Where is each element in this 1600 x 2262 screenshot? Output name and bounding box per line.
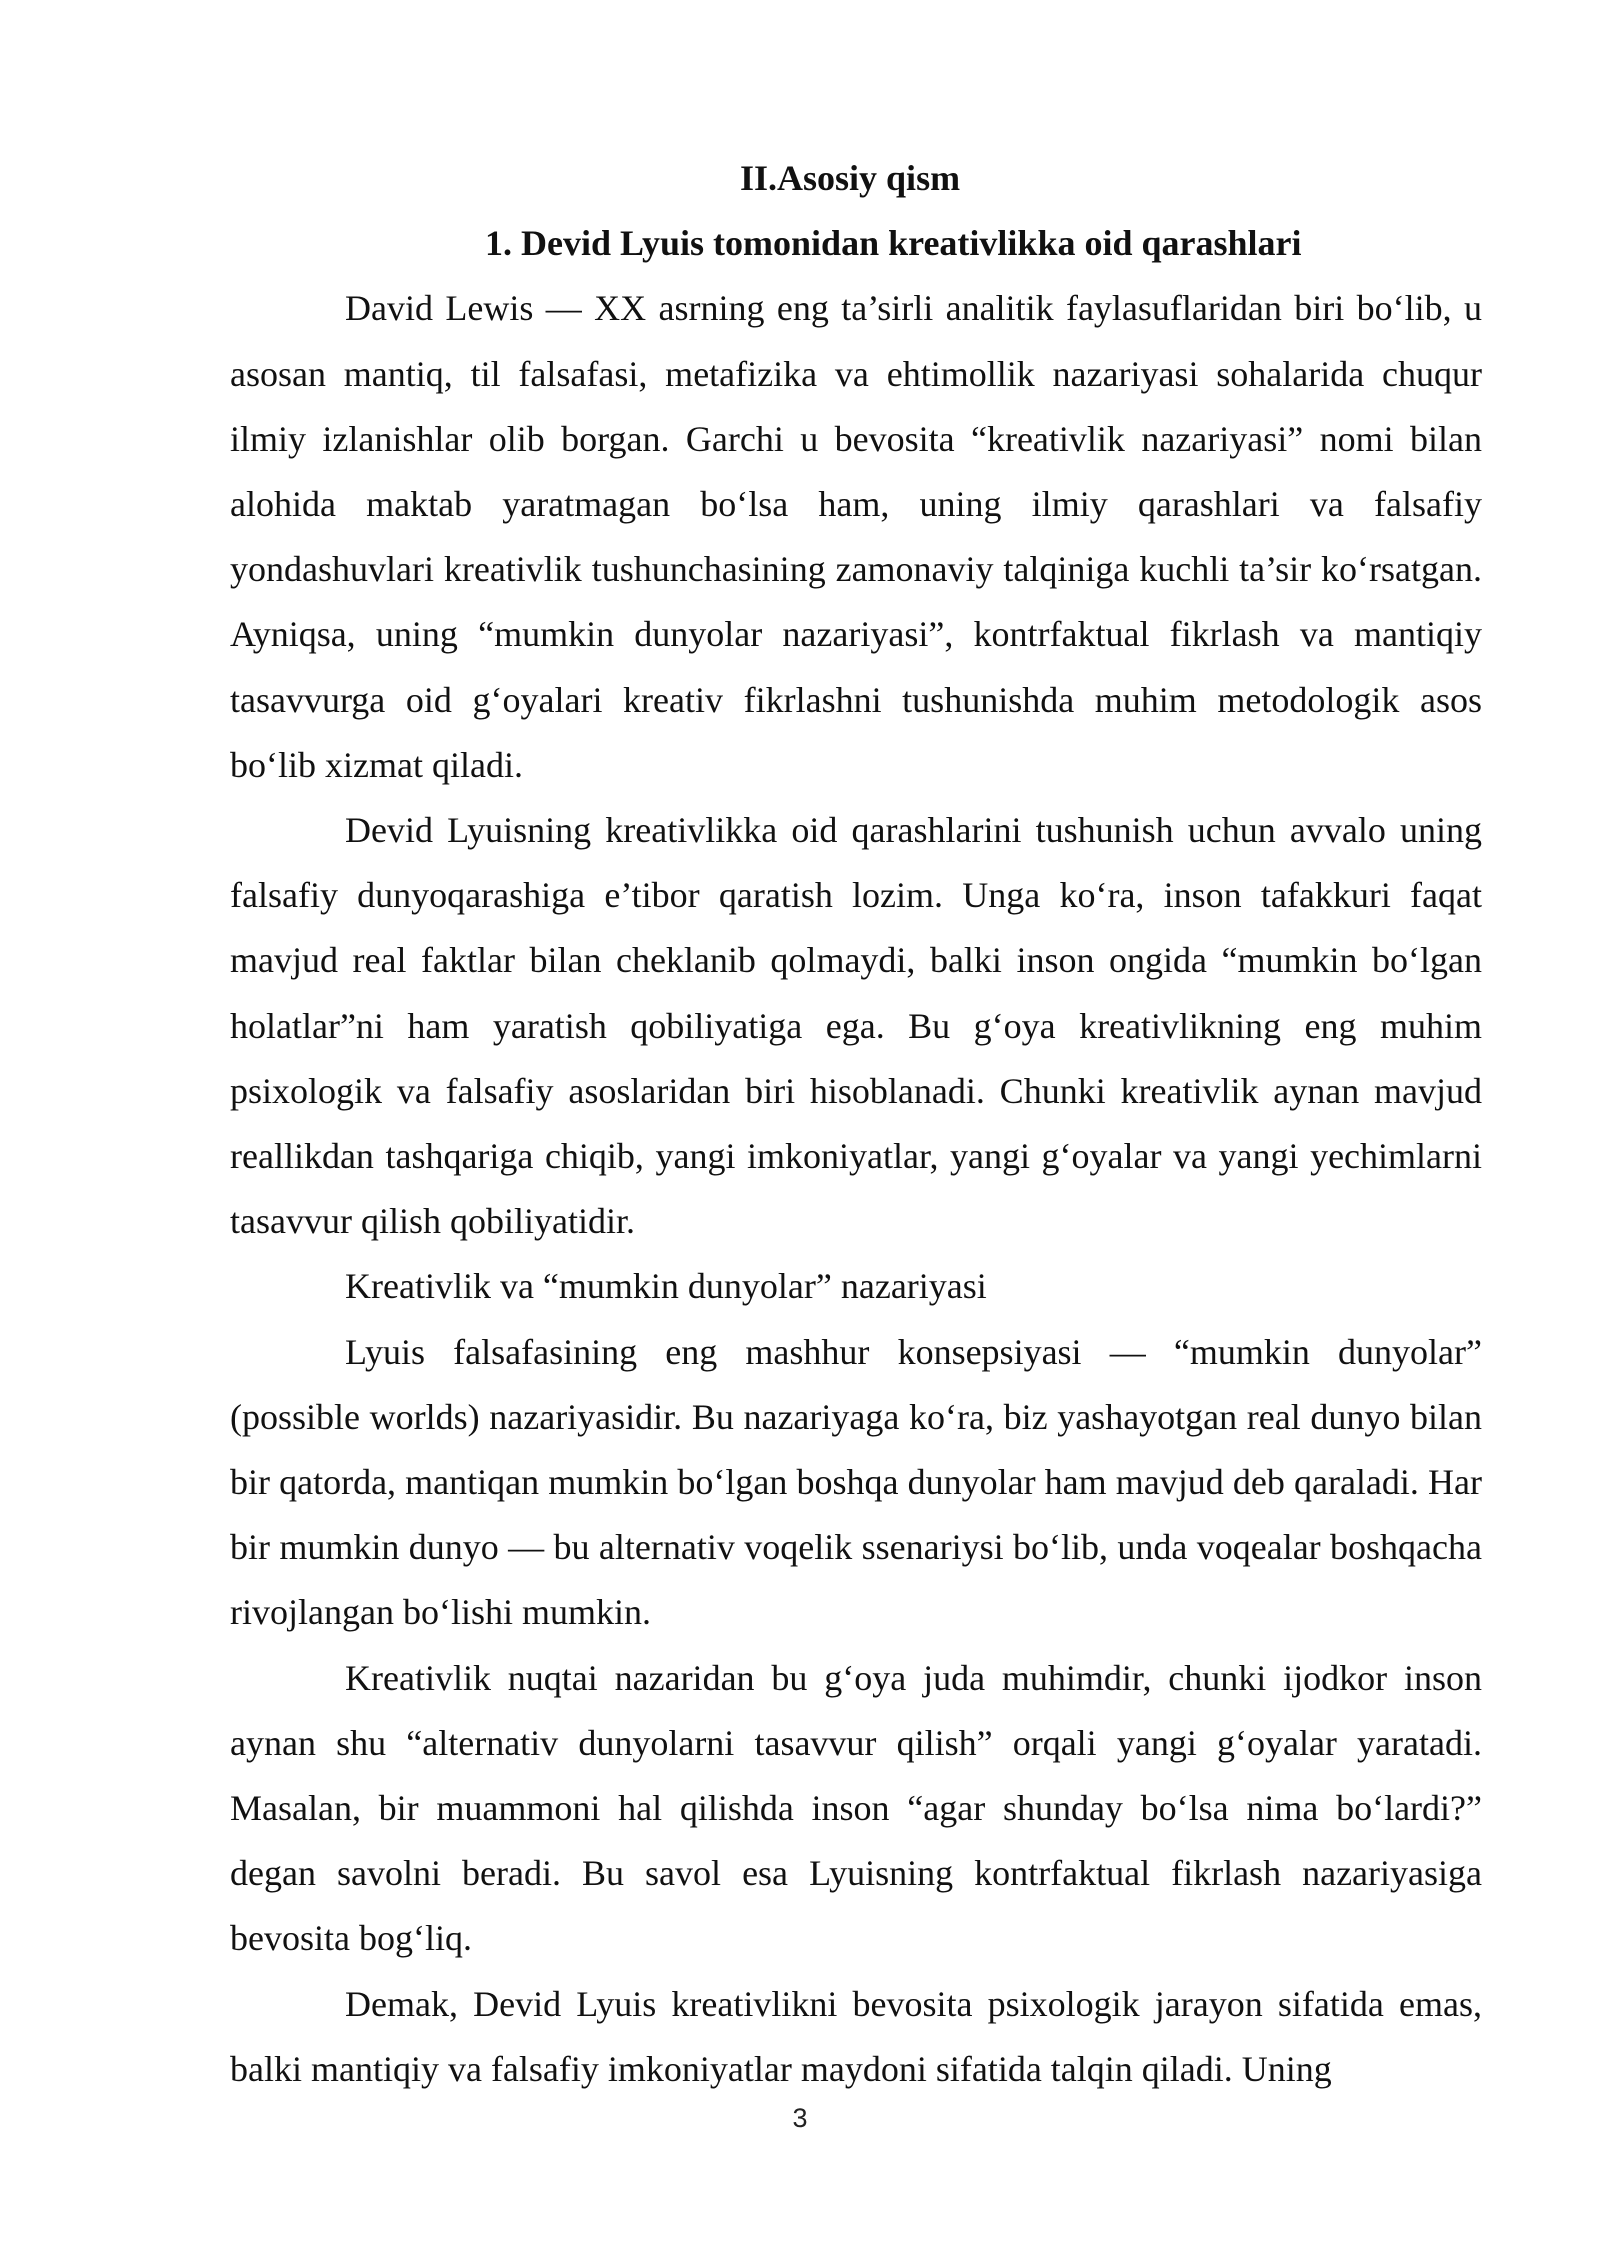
page-number: 3 (792, 2103, 808, 2133)
paragraph-2: Devid Lyuisning kreativlikka oid qarashlarini tushunish uchun avvalo uning falsafiy dunyoqarashiga e’tibor qaratish lozim. Unga ko‘ra, inson tafakkuri faqat mavjud real faktlar bilan cheklanib qolmaydi, balki inson ongida “mumkin bo‘lgan holatlar”ni ham yaratish qobiliyatiga ega. Bu g‘oya kreativlikning eng muhim psixologik va falsafiy asoslaridan biri hisoblanadi. Chunki kreativlik aynan mavjud reallikdan tashqariga chiqib, yangi imkoniyatlar, yangi g‘oyalar va yangi yechimlarni tasavvur qilish qobiliyatidir. (230, 810, 1482, 1242)
section-title: II.Asosiy qism (740, 158, 961, 198)
paragraph-subheading: Kreativlik va “mumkin dunyolar” nazariyasi (345, 1266, 987, 1307)
page-content (230, 146, 1482, 2102)
subsection-title: 1. Devid Lyuis tomonidan kreativlikka oid qarashlari (485, 223, 1302, 264)
paragraph-5: Demak, Devid Lyuis kreativlikni bevosita psixologik jarayon sifatida emas, balki mantiqiy va falsafiy imkoniyatlar maydoni sifatida talqin qiladi. Uning (230, 1983, 1482, 2089)
paragraph-1: David Lewis — XX asrning eng ta’sirli analitik faylasuflaridan biri bo‘lib, u asosan mantiq, til falsafasi, metafizika va ehtimollik nazariyasi sohalarida chuqur ilmiy izlanishlar olib borgan. Garchi u bevosita “kreativlik nazariyasi” nomi bilan alohida maktab yaratmagan bo‘lsa ham, uning ilmiy qarashlari va falsafiy yondashuvlari kreativlik tushunchasining zamonaviy talqiniga kuchli ta’sir ko‘rsatgan. Ayniqsa, uning “mumkin dunyolar nazariyasi”, kontrfaktual fikrlash va mantiqiy tasavvurga oid g‘oyalari kreativ fikrlashni tushunishda muhim metodologik asos bo‘lib xizmat qiladi. (230, 288, 1482, 785)
paragraph-3: Lyuis falsafasining eng mashhur konsepsiyasi — “mumkin dunyolar” (possible worlds) nazariyasidir. Bu nazariyaga ko‘ra, biz yashayotgan real dunyo bilan bir qatorda, mantiqan mumkin bo‘lgan boshqa dunyolar ham mavjud deb qaraladi. Har bir mumkin dunyo — bu alternativ voqelik ssenariysi bo‘lib, unda voqealar boshqacha rivojlangan bo‘lishi mumkin. (230, 1331, 1482, 1633)
paragraph-4: Kreativlik nuqtai nazaridan bu g‘oya juda muhimdir, chunki ijodkor inson aynan shu “alternativ dunyolarni tasavvur qilish” orqali yangi g‘oyalar yaratadi. Masalan, bir muammoni hal qilishda inson “agar shunday bo‘lsa nima bo‘lardi?” degan savolni beradi. Bu savol esa Lyuisning kontrfaktual fikrlash nazariyasiga bevosita bog‘liq. (230, 1657, 1482, 1959)
